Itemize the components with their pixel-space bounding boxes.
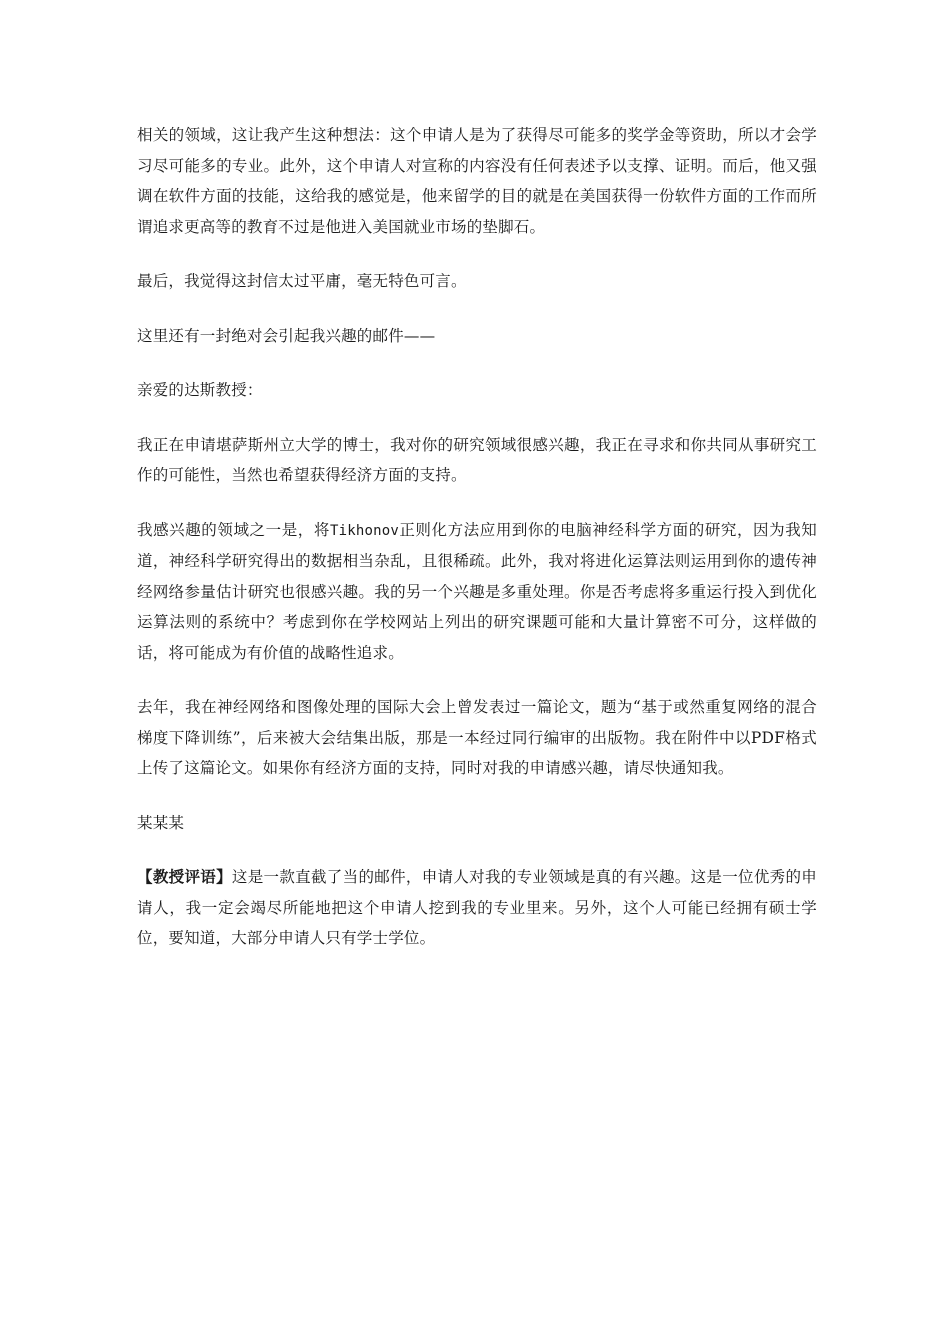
paragraph-critique-continued: 相关的领域，这让我产生这种想法：这个申请人是为了获得尽可能多的奖学金等资助，所以才会学习尽可能多的专业。此外，这个申请人对宣称的内容没有任何表述予以支撑、证明。而后，他又强调在软件方面的技能，这给我的感觉是，他来留学的目的就是在美国获得一份软件方面的工作而所谓追求更高等的教育不过是他进入美国就业市场的垫脚石。 <box>137 126 817 236</box>
paragraph-intro-second-email: 这里还有一封绝对会引起我兴趣的邮件—— <box>137 326 436 345</box>
email-paragraph-2-part-a: 我感兴趣的领域之一是，将 <box>137 520 330 539</box>
professor-comment-text: 这是一款直截了当的邮件，申请人对我的专业领域是真的有兴趣。这是一位优秀的申请人，我一定会竭尽所能地把这个申请人挖到我的专业里来。另外，这个人可能已经拥有硕士学位，要知道，大部分申请人只有学士学位。 <box>137 868 818 947</box>
email-signature: 某某某 <box>137 813 185 832</box>
document-body <box>137 120 817 978</box>
paragraph-conclusion: 最后，我觉得这封信太过平庸，毫无特色可言。 <box>137 272 467 290</box>
email-salutation: 亲爱的达斯教授： <box>137 381 263 399</box>
professor-comment <box>137 862 817 954</box>
email-paragraph-2 <box>137 515 817 669</box>
professor-comment-label: 【教授评语】 <box>137 867 232 886</box>
tikhonov-term: Tikhonov <box>329 522 399 539</box>
email-paragraph-1: 我正在申请堪萨斯州立大学的博士，我对你的研究领域很感兴趣，我正在寻求和你共同从事研究工作的可能性，当然也希望获得经济方面的支持。 <box>137 435 817 484</box>
email-paragraph-2-part-b: 正则化方法应用到你的电脑神经科学方面的研究，因为我知道，神经科学研究得出的数据相当杂乱，且很稀疏。此外，我对将进化运算法则运用到你的遗传神经网络参量估计研究也很感兴趣。我的另一个兴趣是多重处理。你是否考虑将多重运行投入到优化运算法则的系统中？考虑到你在学校网站上列出的研究课题可能和大量计算密不可分，这样做的话，将可能成为有价值的战略性追求。 <box>137 520 817 662</box>
email-paragraph-3 <box>137 692 817 784</box>
email-paragraph-3-part-a: 去年，我在神经网络和图像处理的国际大会上曾发表过一篇论文，题为“基于或然重复网络的混合梯度下降训练”，后来被大会结集出版，那是一本经过同行编审的出版物。我在附件中以 <box>137 698 817 747</box>
email-paragraph-3-part-b: 格式上传了这篇论文。如果你有经济方面的支持，同时对我的申请感兴趣，请尽快通知我。 <box>137 728 817 777</box>
pdf-term: PDF <box>750 728 786 747</box>
